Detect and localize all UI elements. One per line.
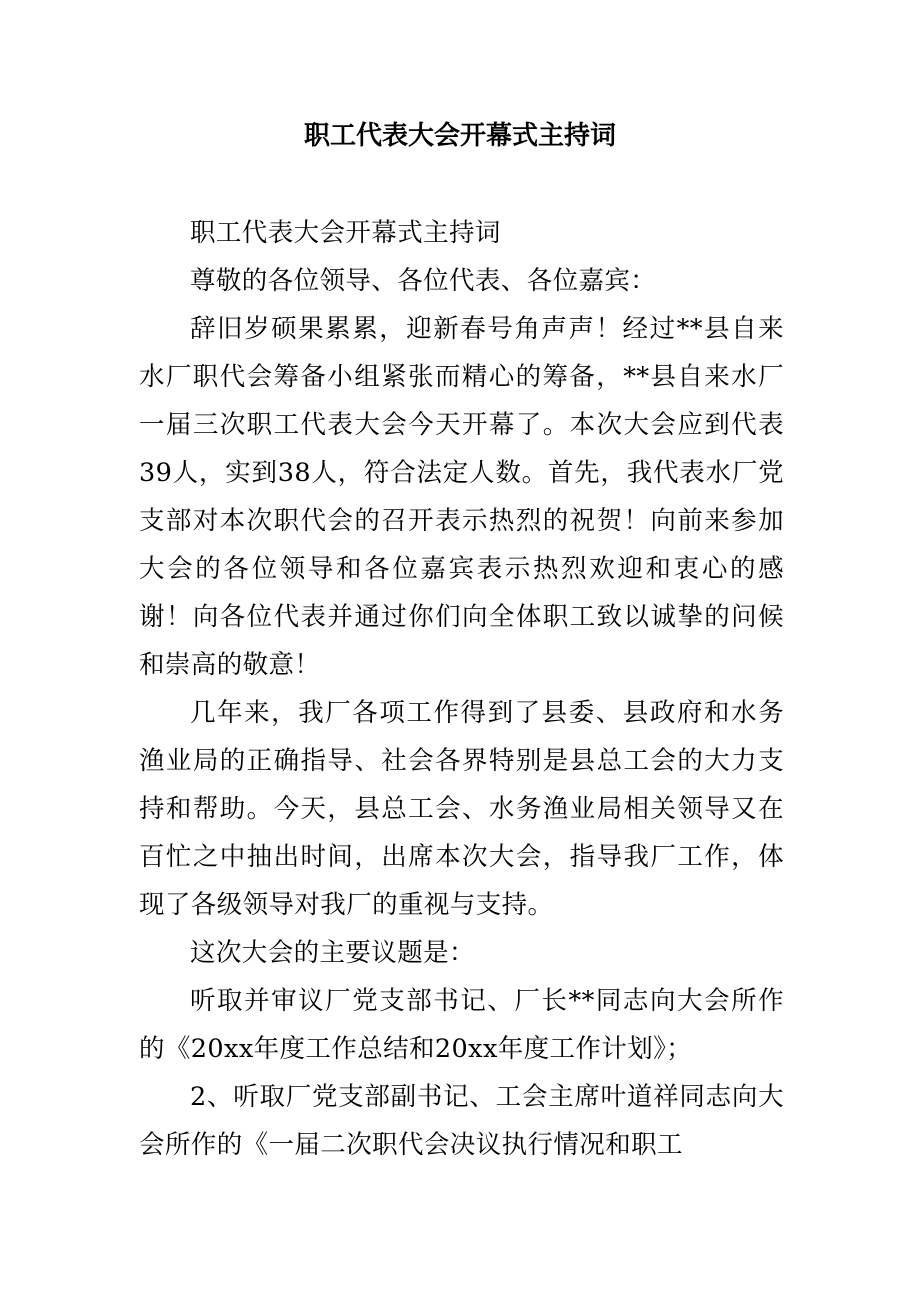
agenda-item-1: 听取并审议厂党支部书记、厂长**同志向大会所作的《20xx年度工作总结和20xx年度工作计划》；	[139, 986, 784, 1064]
agenda-item-2: 2、听取厂党支部副书记、工会主席叶道祥同志向大会所作的《一届二次职代会决议执行情况和职工	[139, 1082, 784, 1160]
agenda-intro-paragraph: 这次大会的主要议题是：	[190, 938, 475, 968]
review-paragraph: 几年来，我厂各项工作得到了县委、县政府和水务渔业局的正确指导、社会各界特别是县总工会的大力支持和帮助。今天，县总工会、水务渔业局相关领导又在百忙之中抽出时间，出席本次大会，指导我厂工作，体现了各级领导对我厂的重视与支持。	[139, 698, 784, 920]
body-paragraph-heading: 职工代表大会开幕式主持词	[190, 218, 501, 248]
document-title: 职工代表大会开幕式主持词	[303, 121, 616, 151]
opening-paragraph: 辞旧岁硕果累累，迎新春号角声声！经过**县自来水厂职代会筹备小组紧张而精心的筹备，**县自来水厂一届三次职工代表大会今天开幕了。本次大会应到代表39人，实到38人，符合法定人数。首先，我代表水厂党支部对本次职代会的召开表示热烈的祝贺！向前来参加大会的各位领导和各位嘉宾表示热烈欢迎和衷心的感谢！向各位代表并通过你们向全体职工致以诚挚的问候和崇高的敬意！	[139, 314, 784, 680]
salutation-paragraph: 尊敬的各位领导、各位代表、各位嘉宾：	[190, 266, 657, 296]
document-body	[139, 209, 784, 1169]
